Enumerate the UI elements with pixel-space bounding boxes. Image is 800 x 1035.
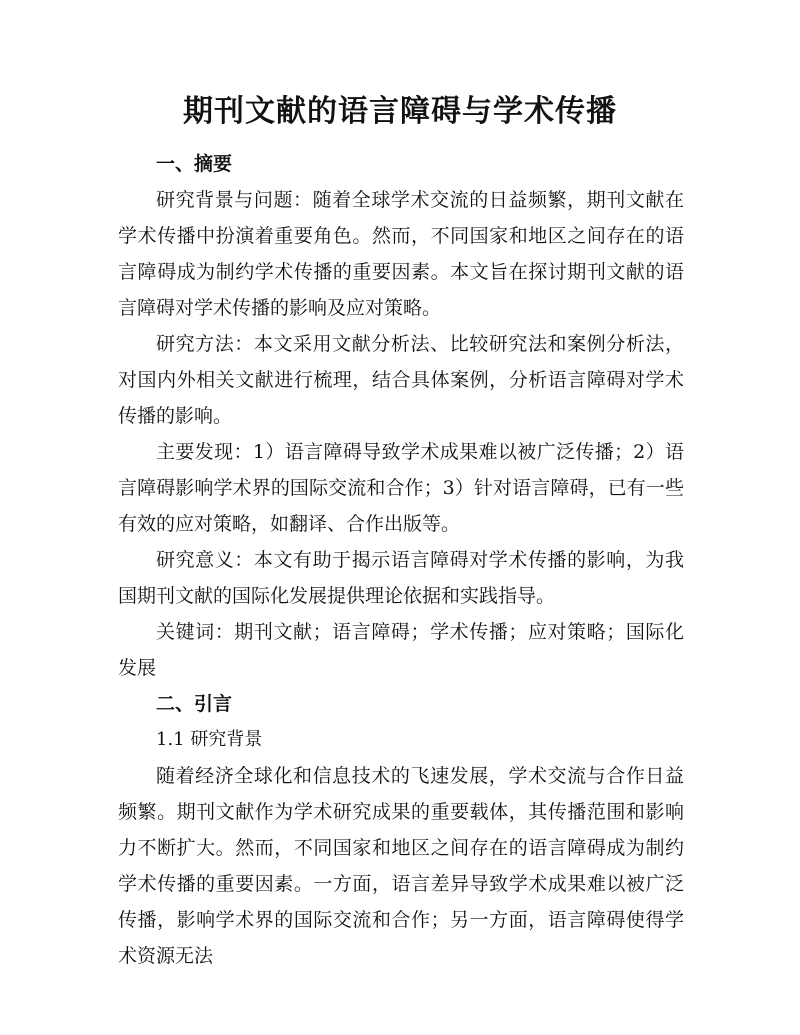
document-body: [118, 146, 684, 974]
research-background-subheading: 1.1 研究背景: [156, 729, 263, 750]
document-title: 期刊文献的语言障碍与学术传播: [183, 94, 617, 129]
abstract-significance-paragraph: 研究意义：本文有助于揭示语言障碍对学术传播的影响，为我国期刊文献的国际化发展提供理论依据和实践指导。: [118, 549, 684, 607]
introduction-paragraph: 随着经济全球化和信息技术的飞速发展，学术交流与合作日益频繁。期刊文献作为学术研究成果的重要载体，其传播范围和影响力不断扩大。然而，不同国家和地区之间存在的语言障碍成为制约学术传播的重要因素。一方面，语言差异导致学术成果难以被广泛传播，影响学术界的国际交流和合作；另一方面，语言障碍使得学术资源无法: [118, 765, 684, 967]
abstract-background-paragraph: 研究背景与问题：随着全球学术交流的日益频繁，期刊文献在学术传播中扮演着重要角色。然而，不同国家和地区之间存在的语言障碍成为制约学术传播的重要因素。本文旨在探讨期刊文献的语言障碍对学术传播的影响及应对策略。: [118, 189, 684, 319]
introduction-heading: 二、引言: [156, 693, 233, 715]
abstract-findings-paragraph: 主要发现：1）语言障碍导致学术成果难以被广泛传播；2）语言障碍影响学术界的国际交流和合作；3）针对语言障碍，已有一些有效的应对策略，如翻译、合作出版等。: [118, 441, 684, 535]
abstract-heading: 一、摘要: [156, 153, 233, 175]
keywords-paragraph: 关键词：期刊文献；语言障碍；学术传播；应对策略；国际化发展: [118, 621, 684, 679]
abstract-methods-paragraph: 研究方法：本文采用文献分析法、比较研究法和案例分析法，对国内外相关文献进行梳理，结合具体案例，分析语言障碍对学术传播的影响。: [118, 333, 684, 427]
